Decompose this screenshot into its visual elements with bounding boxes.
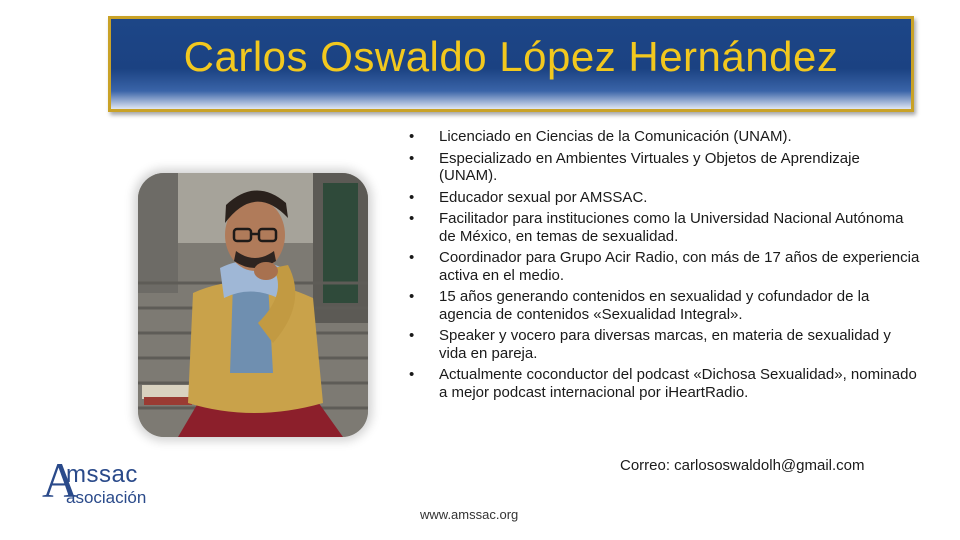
list-item: • Coordinador para Grupo Acir Radio, con más de 17 años de experiencia activa en el medio. (402, 249, 922, 284)
list-item: • Especializado en Ambientes Virtuales y Objetos de Aprendizaje (UNAM). (402, 150, 922, 185)
list-item: • Speaker y vocero para diversas marcas, en materia de sexualidad y vida en pareja. (402, 327, 922, 362)
logo-letter: A (42, 452, 79, 508)
list-item: • Licenciado en Ciencias de la Comunicación (UNAM). (402, 128, 922, 146)
profile-photo-image (138, 173, 368, 437)
contact-email: Correo: carlososwaldolh@gmail.com (620, 457, 865, 474)
logo-name: mssac (66, 461, 138, 488)
list-item: • Educador sexual por AMSSAC. (402, 189, 922, 207)
logo-subtitle: asociación (66, 488, 147, 507)
list-item: • Facilitador para instituciones como la Universidad Nacional Autónoma de México, en temas de sexualidad. (402, 210, 922, 245)
title-banner (108, 16, 914, 112)
profile-photo (138, 173, 368, 437)
website-link[interactable]: www.amssac.org (420, 507, 519, 522)
list-item: • Actualmente coconductor del podcast «Dichosa Sexualidad», nominado a mejor podcast internacional por iHeartRadio. (402, 366, 922, 401)
biography-list (402, 128, 922, 405)
list-item: • 15 años generando contenidos en sexualidad y cofundador de la agencia de contenidos «Sexualidad Integral». (402, 288, 922, 323)
page-title: Carlos Oswaldo López Hernández (183, 33, 839, 80)
amssac-logo (42, 452, 172, 514)
